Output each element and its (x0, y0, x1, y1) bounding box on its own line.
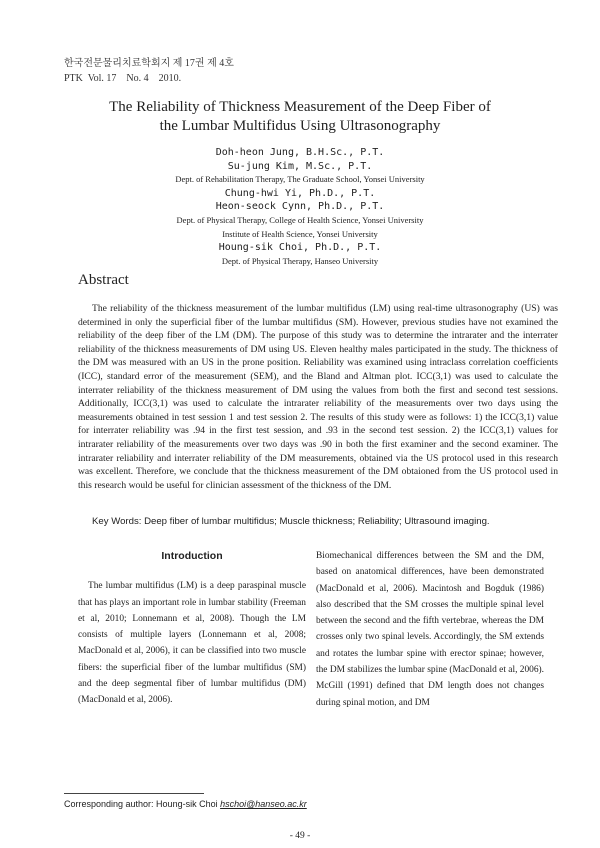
footnote (64, 799, 307, 809)
introduction-heading: Introduction (161, 550, 223, 562)
journal-name-korean: 한국전문물리치료학회지 제 17권 제 4호 (64, 58, 234, 69)
footnote-label: Corresponding author: Houng-sik Choi (64, 799, 221, 809)
author-name: Houng-sik Choi, Ph.D., P.T. (218, 242, 382, 254)
author-name: Su-jung Kim, M.Sc., P.T. (227, 160, 373, 172)
affiliation: Dept. of Rehabilitation Therapy, The Graduate School, Yonsei University (175, 174, 425, 185)
intro-left-column (78, 548, 306, 709)
footnote-divider (64, 793, 204, 794)
title-line-2: the Lumbar Multifidus Using Ultrasonography (159, 118, 441, 134)
intro-paragraph-left: The lumbar multifidus (LM) is a deep paraspinal muscle that has plays an important role in lumbar stability (Freeman et al, 2010; Lonnemann et al, 2008). Though the LM consists of multiple layers (Lonnemann et al, 2008; MacDonald et al, 2006), it can be classified into two muscle fibers: the superficial fiber of the lumbar multifidus (SM) and the deep segmental fiber of lumbar multifidus (DM) (MacDonald et al, 2006). (78, 581, 306, 706)
intro-paragraph-right: Biomechanical differences between the SM and the DM, based on anatomical differences, have been demonstrated (MacDonald et al, 2006). Macintosh and Bogduk (1986) also described that the SM crosses the multiple spinal level between the second and the fifth vertebrae, whereas the DM crosses only two spinal levels. Accordingly, the SM extends and rotates the lumbar spine with erector spinae; however, the DM stabilizes the lumbar spine (MacDonald et al, 2006). McGill (1991) defined that DM length does not changes during spinal motion, and DM (316, 551, 544, 708)
paper-title (60, 98, 540, 136)
title-line-1: The Reliability of Thickness Measurement of the Deep Fiber of (109, 99, 491, 115)
affiliation: Institute of Health Science, Yonsei University (222, 228, 378, 239)
page-number: - 49 - (289, 831, 311, 841)
journal-header (64, 56, 234, 86)
journal-volume-line: PTK Vol. 17 No. 4 2010. (64, 73, 182, 84)
affiliation: Dept. of Physical Therapy, Hanseo University (221, 255, 379, 266)
author-name: Chung-hwi Yi, Ph.D., P.T. (224, 187, 376, 199)
abstract-heading: Abstract (78, 272, 129, 288)
author-block (60, 146, 540, 268)
author-name: Heon-seock Cynn, Ph.D., P.T. (215, 201, 385, 213)
abstract-text: The reliability of the thickness measurement of the lumbar multifidus (LM) using real-time ultrasonography (US) was determined in only the superficial fiber of the lumbar multifidus (SM). However, previous studies have not examined the reliability of the deep fiber of the LM (DM). The purpose of this study was to determine the intrarater and the interrater reliability of the thickness measurements of DM using US. Eleven healthy males participated in the study. The thickness of the DM was measured with an US in the prone position. Reliability was examined using intraclass correlation coefficients (ICC), standard error of the measurement (SEM), and the Bland and Altman plot. ICC(3,1) was used to calculate the interrater reliability of the thickness measurement of DM using the values from both the first and second test sessions. Additionally, ICC(3,1) was used to calculate the intrarater reliability of the measurements over two days using the measurements obtained in test session 1 and test session 2. The results of this study were as follows: 1) the ICC(3,1) value for interrater reliability was .94 in the first test session, and .93 in the second test session. 2) the ICC(3,1) values for intrarater reliability of the measurements over two days was .90 in both the first examiner and the second examiner. The intrarater reliability and interrater reliability of the DM measurements, obtained via the US protocol used in this research was excellent. Therefore, we conclude that the thickness measurement of the DM obtaioned from the US protocol used in this research would be useful for clinician assessment of the thickness of the DM. (78, 303, 558, 491)
author-email-link[interactable]: hschoi@hanseo.ac.kr (220, 799, 307, 809)
intro-right-column (316, 548, 544, 711)
affiliation: Dept. of Physical Therapy, College of Health Science, Yonsei University (176, 214, 424, 225)
keywords: Key Words: Deep fiber of lumbar multifidus; Muscle thickness; Reliability; Ultrasound imaging. (92, 516, 490, 527)
author-name: Doh-heon Jung, B.H.Sc., P.T. (215, 147, 385, 158)
